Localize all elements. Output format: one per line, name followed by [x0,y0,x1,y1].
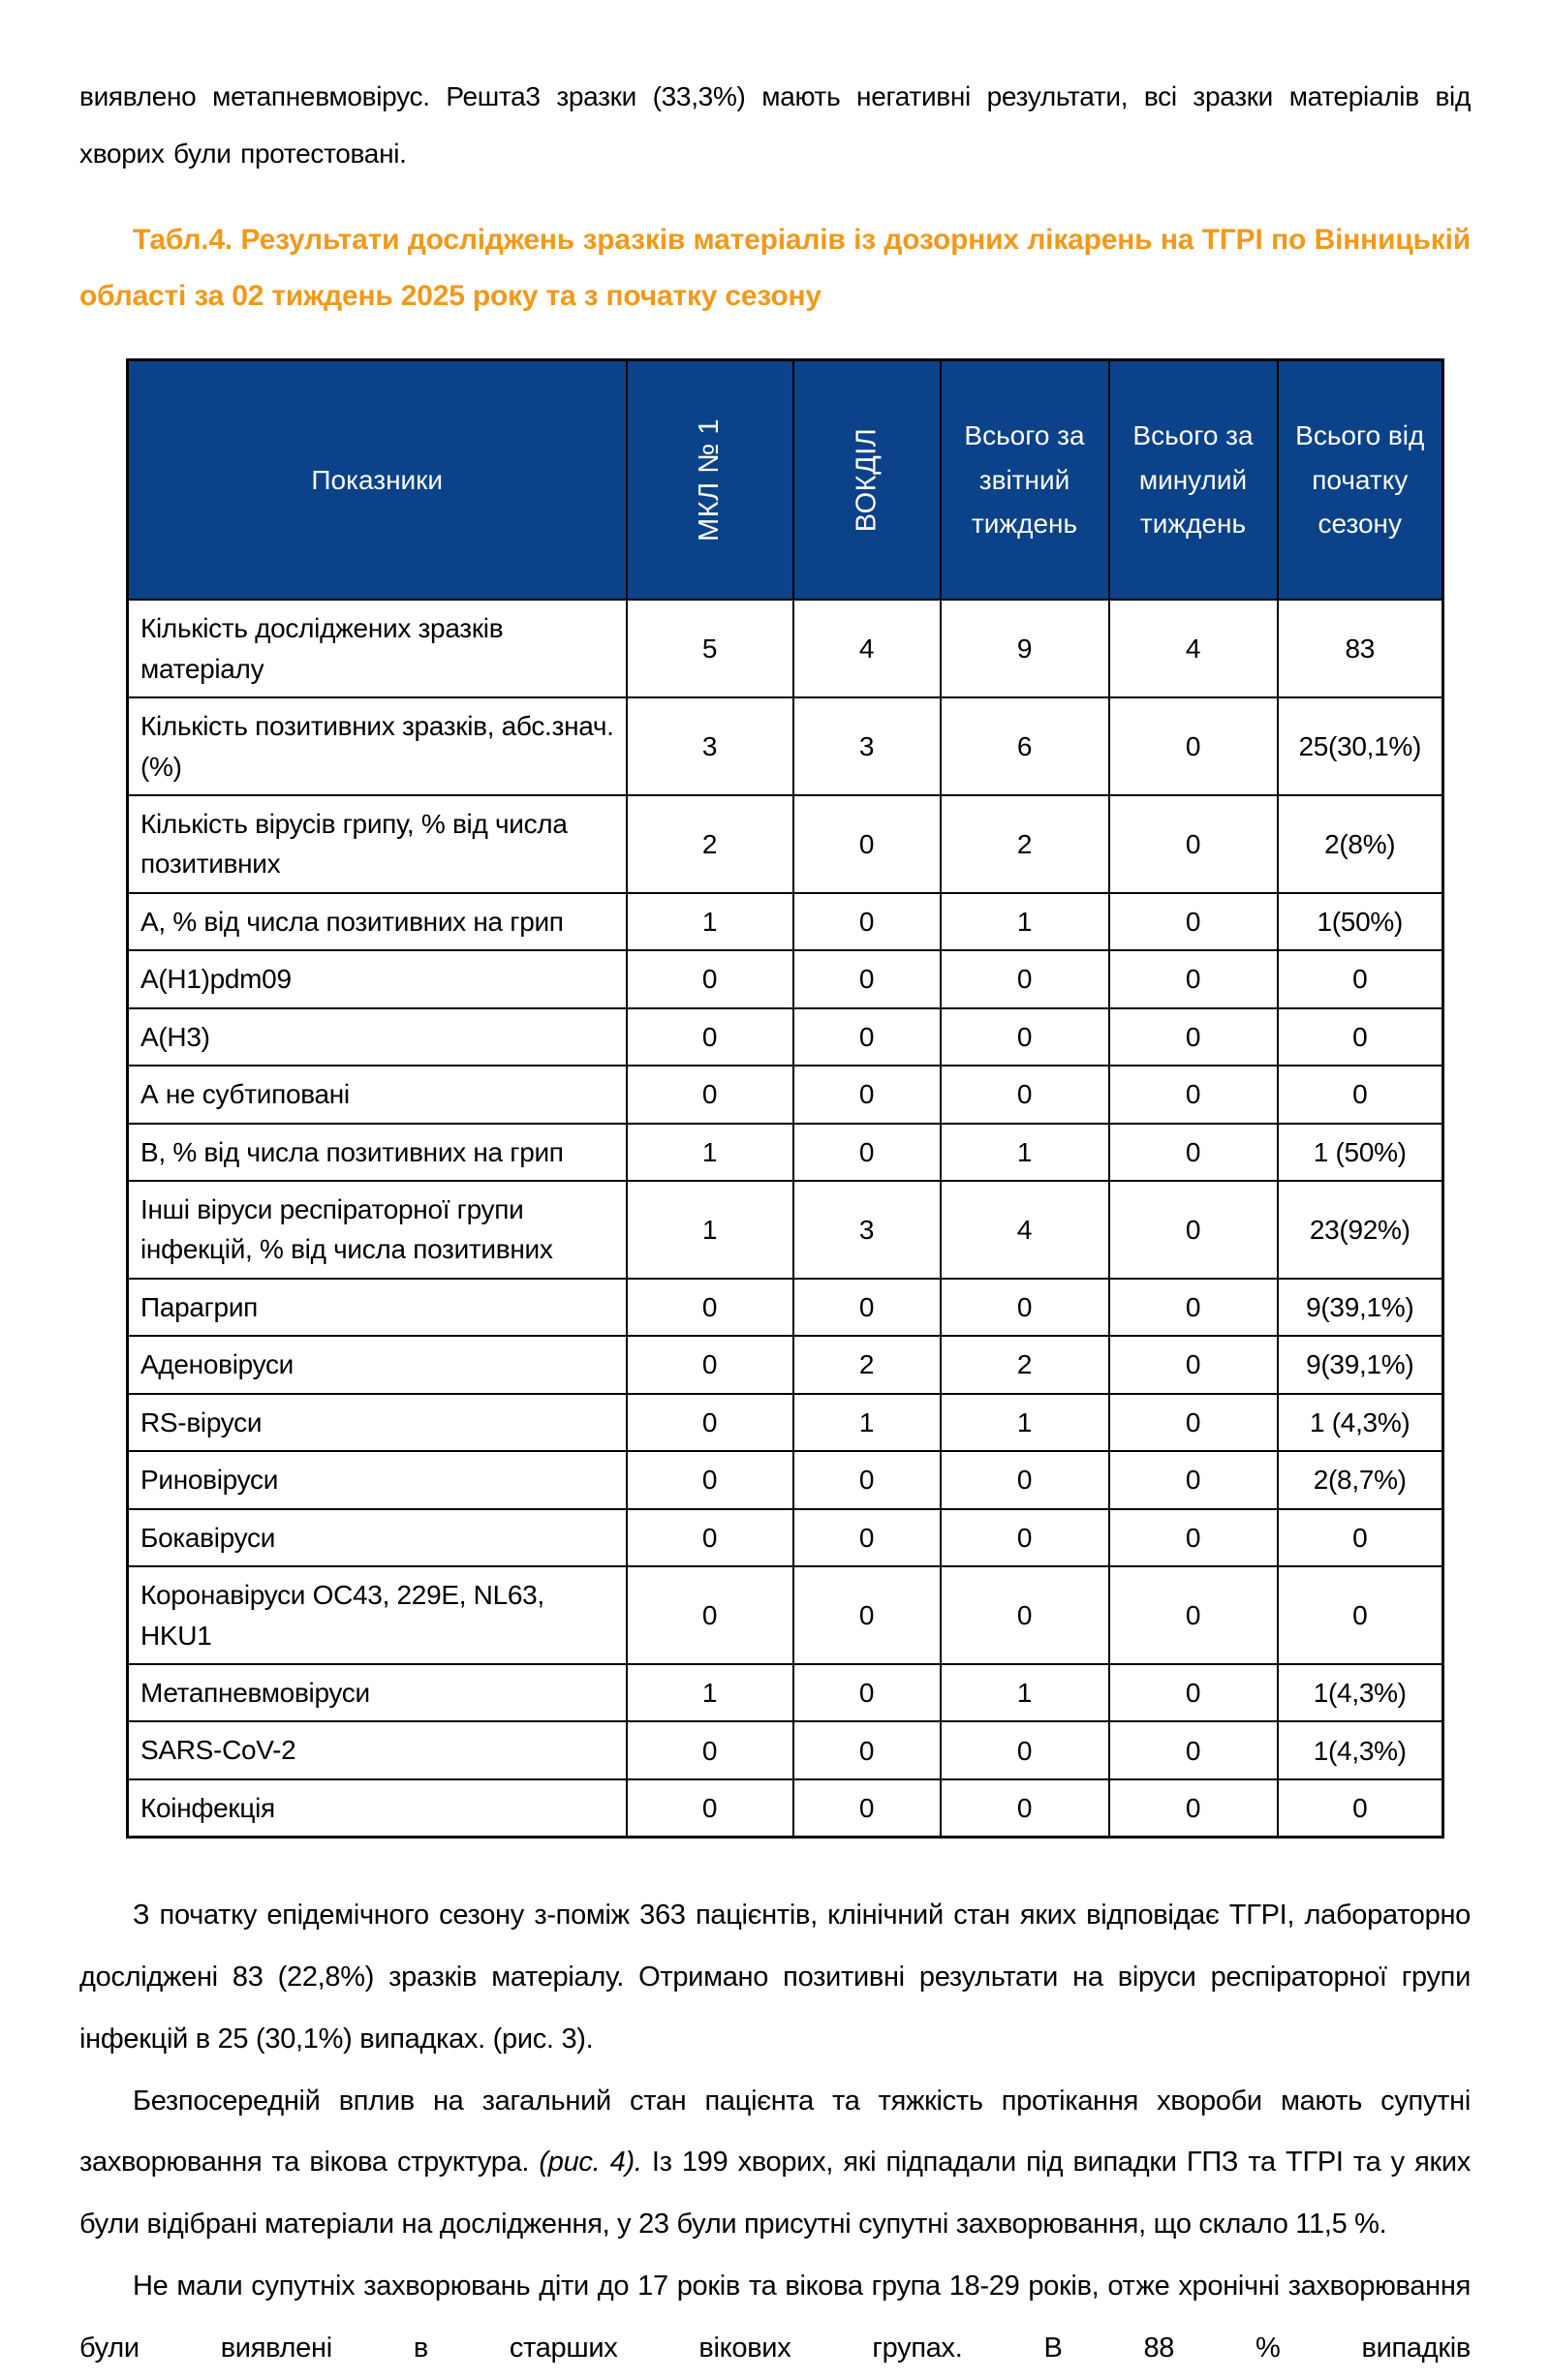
row-value-mkl1: 2 [627,795,793,893]
row-value-mkl1: 0 [627,1451,793,1508]
table-row [128,1566,1443,1664]
row-value-season-total: 2(8%) [1278,795,1443,893]
row-value-mkl1: 0 [627,1279,793,1336]
row-value-current-week: 2 [941,795,1109,893]
results-table [126,358,1444,1839]
row-value-vokdil: 0 [793,1779,941,1838]
row-value-current-week: 6 [941,697,1109,795]
row-value-vokdil: 0 [793,1124,941,1181]
row-value-current-week: 1 [941,893,1109,950]
intro-paragraph: виявлено метапневмовірус. Решта3 зразки (33,3%) мають негативні результати, всі зразки матеріалів від хворих були протестовані. [79,81,1471,170]
row-value-vokdil: 3 [793,1181,941,1279]
table-row [128,1181,1443,1279]
row-value-season-total: 1(50%) [1278,893,1443,950]
row-value-current-week: 9 [941,600,1109,697]
row-value-current-week: 1 [941,1664,1109,1721]
row-value-mkl1: 0 [627,1066,793,1123]
results-table-header [128,359,1443,600]
paragraph-comorbidities [79,2071,1471,2256]
paragraph-comorbidities-part1: Безпосередній вплив на загальний стан пацієнта та тяжкість протікання хвороби мають супутні захворювання та вікова структура. [79,2085,1471,2179]
table-row [128,1394,1443,1451]
row-value-current-week: 0 [941,1509,1109,1566]
row-value-vokdil: 0 [793,1664,941,1721]
row-value-vokdil: 0 [793,950,941,1007]
row-value-vokdil: 2 [793,1336,941,1393]
row-value-previous-week: 0 [1109,1008,1278,1066]
row-value-mkl1: 0 [627,1779,793,1838]
row-value-previous-week: 0 [1109,1181,1278,1279]
row-value-vokdil: 0 [793,795,941,893]
row-value-mkl1: 1 [627,1124,793,1181]
column-header-vokdil-label: ВОКДІЛ [851,427,883,533]
row-label: Кількість досліджених зразків матеріалу [128,600,627,697]
paragraph-comorbidities-part2: Із 199 хворих, які підпадали під випадки ГПЗ та ТГРІ та у яких були відібрані матеріали на дослідження, у 23 були присутні супутні захворювання, що склало 11,5 %. [79,2147,1471,2241]
row-value-season-total: 0 [1278,1566,1443,1664]
table-row [128,1664,1443,1721]
paragraph-season-summary: З початку епідемічного сезону з-поміж 363 пацієнтів, клінічний стан яких відповідає ТГРІ, лабораторно досліджені 83 (22,8%) зразків матеріалу. Отримано позитивні результати на віруси респіраторної групи інфекцій в 25 (30,1%) випадках. (рис. 3). [79,1900,1471,2055]
row-value-previous-week: 0 [1109,1336,1278,1393]
body-text-section [79,1885,1471,2379]
table-row [128,1066,1443,1123]
row-value-season-total: 9(39,1%) [1278,1279,1443,1336]
row-value-previous-week: 0 [1109,1279,1278,1336]
row-value-mkl1: 0 [627,1566,793,1664]
column-header-season-total [1278,359,1443,600]
row-label: Кількість позитивних зразків, абс.знач. (%) [128,697,627,795]
row-value-season-total: 9(39,1%) [1278,1336,1443,1393]
row-value-mkl1: 0 [627,1336,793,1393]
row-value-season-total: 0 [1278,950,1443,1007]
column-header-mkl1-label: МКЛ № 1 [694,418,726,541]
table-row [128,1779,1443,1838]
row-value-current-week: 1 [941,1124,1109,1181]
table-row [128,1008,1443,1066]
row-value-vokdil: 0 [793,1008,941,1066]
row-value-mkl1: 0 [627,1509,793,1566]
row-value-season-total: 1 (4,3%) [1278,1394,1443,1451]
row-label: Коінфекція [128,1779,627,1838]
row-label: Аденовіруси [128,1336,627,1393]
row-value-current-week: 0 [941,1451,1109,1508]
row-label: A(H3) [128,1008,627,1066]
table-row [128,1509,1443,1566]
table-row [128,1721,1443,1778]
table-row [128,893,1443,950]
table-row [128,1279,1443,1336]
table-row [128,950,1443,1007]
column-header-vokdil [793,359,941,600]
row-value-season-total: 0 [1278,1509,1443,1566]
row-value-season-total: 1(4,3%) [1278,1664,1443,1721]
row-value-mkl1: 0 [627,1394,793,1451]
row-value-vokdil: 1 [793,1394,941,1451]
column-header-previous-week-label: Всього за минулий тиждень [1132,420,1254,540]
row-value-current-week: 0 [941,950,1109,1007]
row-value-current-week: 0 [941,1066,1109,1123]
paragraph-age-groups: Не мали супутніх захворювань діти до 17 років та вікова група 18-29 років, отже хронічні захворювання були виявлені в старших вікових групах. В 88 % випадків [79,2271,1471,2364]
row-label: Парагрип [128,1279,627,1336]
row-label: RS-віруси [128,1394,627,1451]
row-value-vokdil: 0 [793,1566,941,1664]
row-value-mkl1: 0 [627,1721,793,1778]
row-value-previous-week: 0 [1109,1451,1278,1508]
row-value-mkl1: 1 [627,1664,793,1721]
column-header-current-week [941,359,1109,600]
column-header-indicators [128,359,627,600]
figure-reference-italic: (рис. 4). [539,2147,642,2179]
row-value-current-week: 0 [941,1008,1109,1066]
row-label: Інші віруси респіраторної групи інфекцій, % від числа позитивних [128,1181,627,1279]
row-value-season-total: 0 [1278,1008,1443,1066]
results-table-body [128,600,1443,1838]
row-value-mkl1: 0 [627,1008,793,1066]
row-value-previous-week: 0 [1109,1721,1278,1778]
row-label: А не субтиповані [128,1066,627,1123]
table-row [128,600,1443,697]
row-value-season-total: 2(8,7%) [1278,1451,1443,1508]
row-value-mkl1: 5 [627,600,793,697]
table-row [128,795,1443,893]
row-label: Риновіруси [128,1451,627,1508]
row-value-current-week: 0 [941,1566,1109,1664]
column-header-mkl1 [627,359,793,600]
row-value-season-total: 0 [1278,1066,1443,1123]
row-value-mkl1: 1 [627,1181,793,1279]
row-value-vokdil: 0 [793,1509,941,1566]
row-label: Метапневмовіруси [128,1664,627,1721]
row-value-current-week: 0 [941,1779,1109,1838]
row-value-vokdil: 0 [793,1451,941,1508]
row-value-mkl1: 1 [627,893,793,950]
table-row [128,1124,1443,1181]
table-row [128,697,1443,795]
row-label: A(H1)pdm09 [128,950,627,1007]
row-value-previous-week: 0 [1109,1509,1278,1566]
row-value-mkl1: 0 [627,950,793,1007]
row-value-previous-week: 0 [1109,1779,1278,1838]
row-value-current-week: 4 [941,1181,1109,1279]
row-value-previous-week: 0 [1109,1066,1278,1123]
row-label: SARS-CoV-2 [128,1721,627,1778]
row-value-season-total: 1(4,3%) [1278,1721,1443,1778]
row-label: А, % від числа позитивних на грип [128,893,627,950]
column-header-current-week-label: Всього за звітний тиждень [964,420,1085,540]
row-value-previous-week: 0 [1109,1664,1278,1721]
column-header-season-total-label: Всього від початку сезону [1295,420,1425,540]
row-value-previous-week: 4 [1109,600,1278,697]
column-header-indicators-label: Показники [311,464,444,495]
row-value-previous-week: 0 [1109,1566,1278,1664]
row-value-previous-week: 0 [1109,1394,1278,1451]
row-value-vokdil: 0 [793,1279,941,1336]
row-value-current-week: 1 [941,1394,1109,1451]
row-value-season-total: 23(92%) [1278,1181,1443,1279]
row-value-vokdil: 3 [793,697,941,795]
row-label: В, % від числа позитивних на грип [128,1124,627,1181]
row-label: Бокавіруси [128,1509,627,1566]
header-row [128,359,1443,600]
row-value-current-week: 2 [941,1336,1109,1393]
row-value-season-total: 1 (50%) [1278,1124,1443,1181]
row-value-previous-week: 0 [1109,1124,1278,1181]
row-value-previous-week: 0 [1109,795,1278,893]
column-header-previous-week [1109,359,1278,600]
row-value-vokdil: 4 [793,600,941,697]
row-value-season-total: 25(30,1%) [1278,697,1443,795]
row-value-mkl1: 3 [627,697,793,795]
row-value-previous-week: 0 [1109,697,1278,795]
table-row [128,1451,1443,1508]
row-value-vokdil: 0 [793,1721,941,1778]
row-value-vokdil: 0 [793,1066,941,1123]
row-value-current-week: 0 [941,1721,1109,1778]
row-value-season-total: 83 [1278,600,1443,697]
table-row [128,1336,1443,1393]
row-value-previous-week: 0 [1109,893,1278,950]
row-value-vokdil: 0 [793,893,941,950]
row-value-previous-week: 0 [1109,950,1278,1007]
row-label: Коронавіруси ОС43, 229Е, NL63, HKU1 [128,1566,627,1664]
row-value-current-week: 0 [941,1279,1109,1336]
row-value-season-total: 0 [1278,1779,1443,1838]
row-label: Кількість вірусів грипу, % від числа позитивних [128,795,627,893]
table-title: Табл.4. Результати досліджень зразків матеріалів із дозорних лікарень на ТГРІ по Вінницькій області за 02 тиждень 2025 року та з початку сезону [79,223,1471,313]
